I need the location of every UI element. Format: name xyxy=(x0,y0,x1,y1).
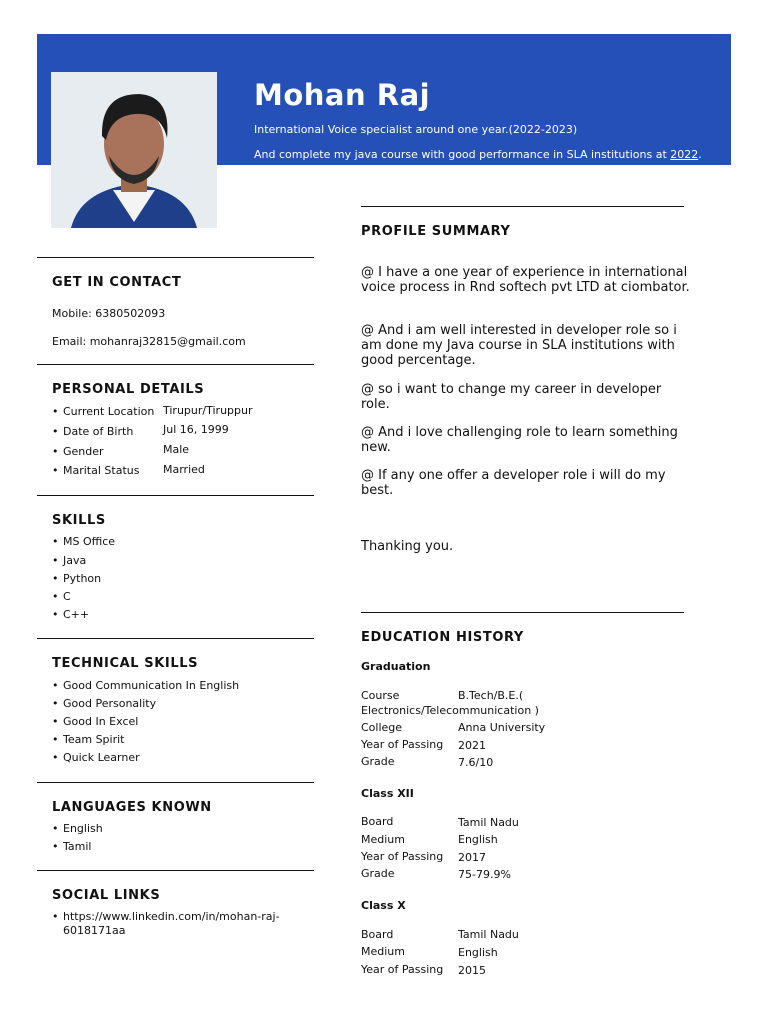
linkedin-link[interactable]: • https://www.linkedin.com/in/mohan-raj- xyxy=(63,910,280,923)
email-address: Email: mohanraj32815@gmail.com xyxy=(52,335,246,348)
divider xyxy=(37,495,314,496)
technical-item: • Good In Excel xyxy=(63,715,138,728)
edu-value: 2017 xyxy=(458,851,486,864)
technical-item: • Team Spirit xyxy=(63,733,124,746)
language-item: • English xyxy=(63,822,103,835)
person-photo-icon xyxy=(51,72,217,228)
personal-heading: PERSONAL DETAILS xyxy=(52,382,205,397)
summary-paragraph: @ And i am well interested in developer role so i am done my Java course in SLA institutions with good percentage. xyxy=(361,323,677,368)
technical-heading: TECHNICAL SKILLS xyxy=(52,656,199,671)
personal-value: Jul 16, 1999 xyxy=(163,423,229,436)
summary-paragraph: @ If any one offer a developer role i will do my best. xyxy=(361,468,666,498)
divider xyxy=(37,257,314,258)
edu-value: Tamil Nadu xyxy=(458,816,519,829)
edu-label: Course xyxy=(361,689,400,702)
skills-heading: SKILLS xyxy=(52,513,106,528)
technical-item: • Good Communication In English xyxy=(63,679,239,692)
divider xyxy=(37,870,314,871)
edu-label: Year of Passing xyxy=(361,738,444,751)
edu-label: Board xyxy=(361,928,394,941)
technical-item: • Good Personality xyxy=(63,697,156,710)
social-heading: SOCIAL LINKS xyxy=(52,888,161,903)
edu-value: 75-79.9% xyxy=(458,868,511,881)
contact-heading: GET IN CONTACT xyxy=(52,275,182,290)
tagline-course-end: . xyxy=(698,148,702,161)
personal-label: • Date of Birth xyxy=(63,425,133,438)
skill-item: • Java xyxy=(63,554,86,567)
edu-label: Year of Passing xyxy=(361,850,444,863)
personal-label: • Gender xyxy=(63,445,104,458)
tagline-course-text: And complete my java course with good performance in SLA institutions at xyxy=(254,148,671,161)
edu-label: College xyxy=(361,721,403,734)
edu-label: Grade xyxy=(361,867,395,880)
education-heading: EDUCATION HISTORY xyxy=(361,630,524,645)
language-item: • Tamil xyxy=(63,840,91,853)
tagline-course xyxy=(254,148,702,161)
languages-heading: LANGUAGES KNOWN xyxy=(52,800,212,815)
edu-label: Grade xyxy=(361,755,395,768)
personal-value: Married xyxy=(163,463,205,476)
edu-value: Tamil Nadu xyxy=(458,928,519,941)
skill-item: • C xyxy=(63,590,71,603)
edu-label: Medium xyxy=(361,833,405,846)
edu-value: 2015 xyxy=(458,964,486,977)
divider xyxy=(37,364,314,365)
divider xyxy=(37,782,314,783)
summary-paragraph: @ so i want to change my career in developer role. xyxy=(361,382,662,412)
edu-label: Board xyxy=(361,815,394,828)
divider xyxy=(361,612,684,613)
graduation-title: Graduation xyxy=(361,660,431,673)
personal-value: Male xyxy=(163,443,190,456)
technical-item: • Quick Learner xyxy=(63,751,140,764)
summary-paragraph: @ I have a one year of experience in international voice process in Rnd softech pvt LTD at ciombator. xyxy=(361,265,690,295)
divider xyxy=(37,638,314,639)
edu-label: Year of Passing xyxy=(361,963,444,976)
personal-label: • Marital Status xyxy=(63,464,139,477)
personal-value: Tirupur/Tiruppur xyxy=(163,404,253,417)
edu-value: English xyxy=(458,833,498,846)
edu-value: B.Tech/B.E.( xyxy=(458,689,524,702)
linkedin-link-cont[interactable]: 6018171aa xyxy=(63,924,126,937)
divider xyxy=(361,206,684,207)
personal-label: • Current Location xyxy=(63,405,154,418)
edu-value: Anna University xyxy=(458,721,546,734)
candidate-name: Mohan Raj xyxy=(254,78,431,112)
edu-value-cont: Electronics/Telecommunication ) xyxy=(361,704,539,717)
edu-value: 7.6/10 xyxy=(458,756,494,769)
tagline-year-link: 2022 xyxy=(670,148,699,161)
skill-item: • MS Office xyxy=(63,535,115,548)
class12-title: Class XII xyxy=(361,787,414,800)
edu-value: English xyxy=(458,946,498,959)
mobile-number: Mobile: 6380502093 xyxy=(52,307,166,320)
skill-item: • C++ xyxy=(63,608,89,621)
edu-value: 2021 xyxy=(458,739,486,752)
edu-label: Medium xyxy=(361,945,405,958)
summary-paragraph: @ And i love challenging role to learn something new. xyxy=(361,425,678,455)
class10-title: Class X xyxy=(361,899,406,912)
summary-closing: Thanking you. xyxy=(361,539,454,554)
profile-photo xyxy=(51,72,217,228)
tagline-experience: International Voice specialist around one year.(2022-2023) xyxy=(254,123,578,136)
summary-heading: PROFILE SUMMARY xyxy=(361,224,511,239)
skill-item: • Python xyxy=(63,572,101,585)
